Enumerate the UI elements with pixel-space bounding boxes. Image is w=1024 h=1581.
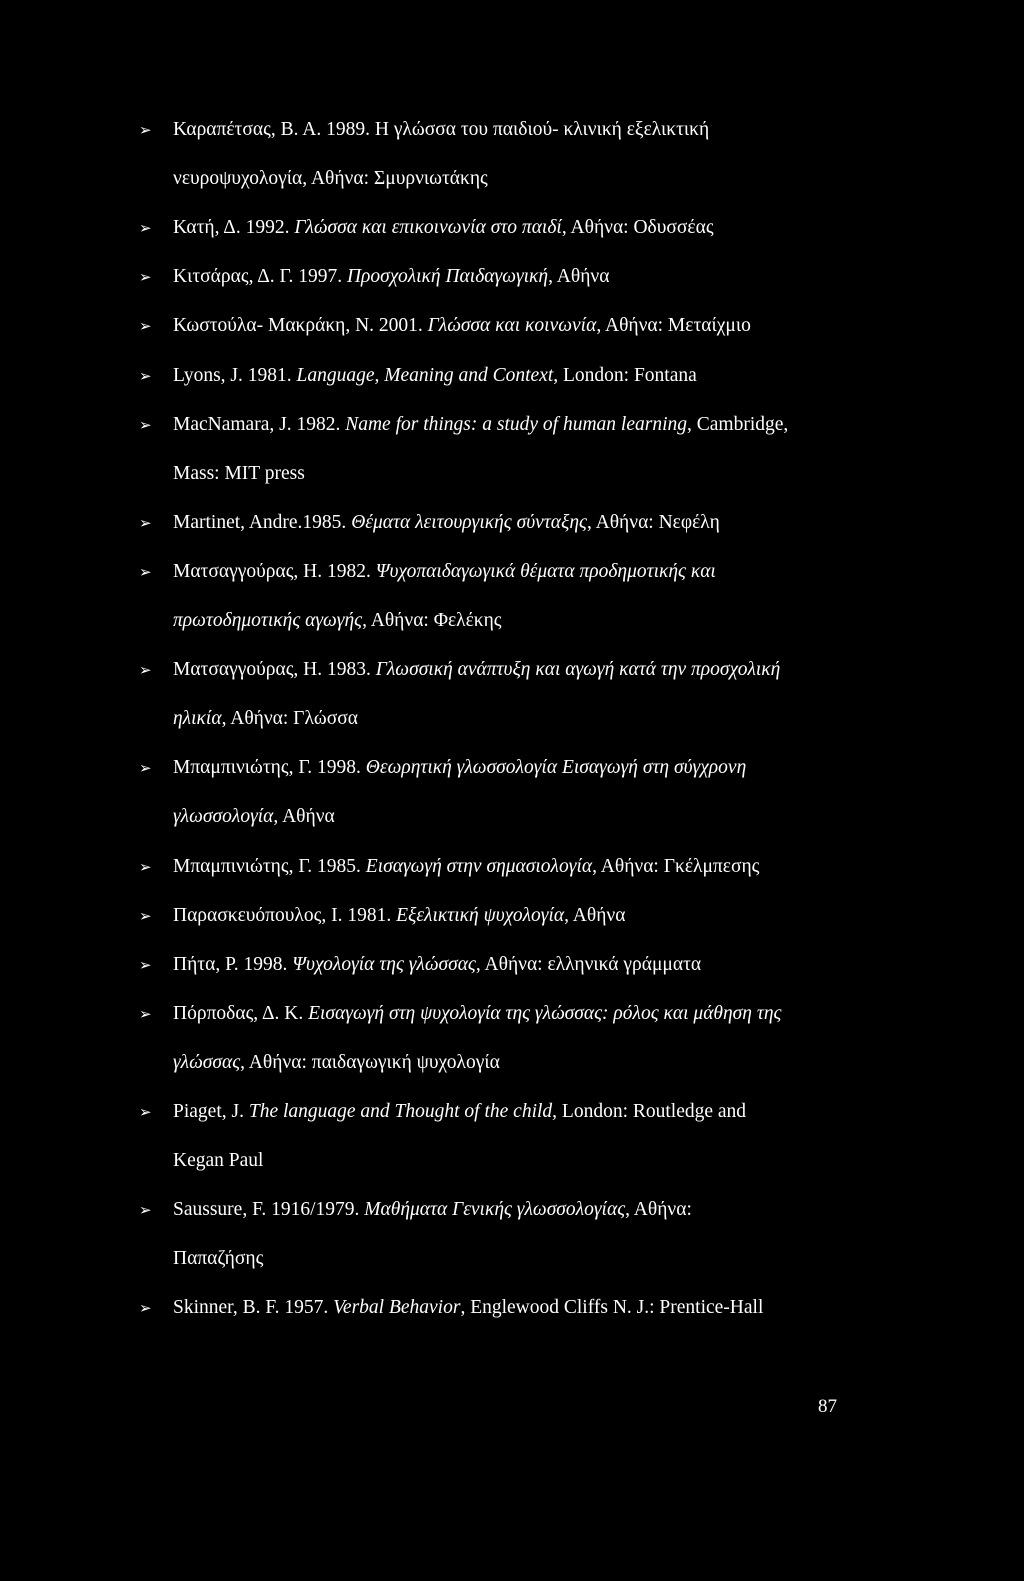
- arrow-bullet-icon: ➢: [139, 1004, 152, 1023]
- reference-title: The language and Thought of the child: [248, 1101, 553, 1122]
- reference-text: , Englewood Cliffs N. J.: Prentice-Hall: [460, 1297, 764, 1319]
- reference-title: Προσχολική Παιδαγωγική: [346, 266, 549, 288]
- reference-title: ηλικία: [173, 708, 222, 730]
- reference-line: [173, 707, 358, 731]
- reference-text: νευροψυχολογία, Αθήνα: Σμυρνιωτάκης: [173, 168, 488, 190]
- reference-line: [173, 658, 780, 682]
- reference-title: Name for things: a study of human learning: [345, 413, 687, 435]
- arrow-bullet-icon: ➢: [139, 562, 152, 581]
- reference-text: , Αθήνα: [548, 266, 610, 288]
- arrow-bullet-icon: ➢: [139, 1299, 152, 1318]
- reference-line: [173, 364, 697, 388]
- reference-text: Πόρποδας, Δ. Κ.: [173, 1002, 309, 1024]
- reference-text: Kegan Paul: [173, 1150, 264, 1172]
- reference-title: Θεωρητική γλωσσολογία Εισαγωγή στη σύγχρονη: [365, 757, 747, 779]
- arrow-bullet-icon: ➢: [139, 906, 152, 925]
- arrow-bullet-icon: ➢: [139, 1201, 152, 1220]
- reference-text: , Αθήνα:: [625, 1199, 692, 1221]
- reference-text: , Αθήνα: [564, 904, 626, 926]
- reference-title: Language, Meaning and Context: [296, 364, 554, 386]
- reference-text: Saussure, F. 1916/1979.: [173, 1199, 365, 1221]
- reference-title: γλωσσολογία: [173, 806, 274, 828]
- arrow-bullet-icon: ➢: [139, 955, 152, 974]
- reference-line: [173, 413, 788, 437]
- reference-line: [173, 560, 716, 584]
- arrow-bullet-icon: ➢: [139, 268, 152, 287]
- reference-title: Θέματα λειτουργικής σύνταξης: [351, 511, 587, 533]
- page-number: 87: [818, 1396, 837, 1417]
- reference-line: [173, 1198, 692, 1222]
- reference-title: Ψυχοπαιδαγωγικά θέματα προδημοτικής και: [375, 560, 716, 582]
- reference-line: [173, 904, 625, 928]
- reference-title: Εισαγωγή στην σημασιολογία: [365, 855, 593, 877]
- reference-text: , Cambridge,: [687, 413, 789, 435]
- reference-title: Γλώσσα και κοινωνία: [427, 315, 597, 337]
- reference-line: [173, 855, 759, 879]
- reference-text: Κιτσάρας, Δ. Γ. 1997.: [173, 266, 347, 288]
- reference-text: Παρασκευόπουλος, Ι. 1981.: [173, 904, 397, 926]
- reference-text: Παπαζήσης: [173, 1248, 264, 1270]
- reference-title: Γλωσσική ανάπτυξη και αγωγή κατά την προσχολική: [375, 659, 781, 681]
- reference-text: Skinner, B. F. 1957.: [173, 1297, 334, 1319]
- reference-text: MacNamara, J. 1982.: [173, 413, 346, 435]
- reference-title: γλώσσας: [173, 1051, 241, 1073]
- reference-text: , Αθήνα: Γκέλμπεσης: [592, 855, 760, 877]
- reference-line: [173, 953, 701, 977]
- arrow-bullet-icon: ➢: [139, 366, 152, 385]
- arrow-bullet-icon: ➢: [139, 759, 152, 778]
- reference-text: Καραπέτσας, Β. Α. 1989. Η γλώσσα του παιδιού- κλινική εξελικτική: [173, 119, 710, 140]
- reference-text: , Αθήνα: Φελέκης: [362, 610, 502, 631]
- arrow-bullet-icon: ➢: [139, 121, 152, 139]
- reference-text: , London: Routledge and: [552, 1101, 747, 1122]
- reference-title: Ψυχολογία της γλώσσας: [292, 953, 476, 975]
- reference-line: [173, 1149, 263, 1173]
- reference-text: Martinet, Andre.1985.: [173, 511, 352, 533]
- reference-line: [173, 805, 335, 829]
- reference-line: [173, 314, 751, 338]
- reference-text: , Αθήνα: Μεταίχμιο: [596, 315, 751, 337]
- reference-line: [173, 216, 714, 240]
- reference-text: Ματσαγγούρας, Η. 1983.: [173, 659, 376, 681]
- reference-line: [173, 462, 305, 486]
- reference-text: Κωστούλα- Μακράκη, Ν. 2001.: [173, 315, 428, 337]
- reference-title: Μαθήματα Γενικής γλωσσολογίας: [364, 1199, 626, 1221]
- reference-text: Mass: MIT press: [173, 462, 305, 484]
- reference-line: [173, 1100, 746, 1124]
- arrow-bullet-icon: ➢: [139, 1103, 152, 1121]
- reference-line: [173, 511, 720, 535]
- reference-text: , London: Fontana: [553, 364, 697, 386]
- reference-text: Μπαμπινιώτης, Γ. 1985.: [173, 855, 366, 877]
- reference-line: [173, 1296, 763, 1320]
- reference-text: Ματσαγγούρας, Η. 1982.: [173, 560, 376, 582]
- reference-title: Εισαγωγή στη ψυχολογία της γλώσσας: ρόλος και μάθηση της: [308, 1002, 782, 1024]
- reference-text: , Αθήνα: ελληνικά γράμματα: [475, 953, 702, 975]
- arrow-bullet-icon: ➢: [139, 513, 152, 532]
- reference-line: [173, 609, 502, 633]
- reference-line: [173, 1247, 263, 1271]
- reference-line: [173, 167, 488, 191]
- reference-text: , Αθήνα: Γλώσσα: [221, 708, 358, 730]
- arrow-bullet-icon: ➢: [139, 415, 152, 434]
- arrow-bullet-icon: ➢: [139, 317, 152, 336]
- reference-text: Piaget, J.: [173, 1101, 249, 1122]
- reference-title: Εξελικτική ψυχολογία: [396, 904, 565, 926]
- reference-text: Πήτα, Ρ. 1998.: [173, 953, 293, 975]
- reference-line: [173, 1002, 781, 1026]
- reference-title: Γλώσσα και επικοινωνία στο παιδί: [294, 217, 562, 239]
- reference-title: πρωτοδημοτικής αγωγής: [173, 610, 363, 631]
- arrow-bullet-icon: ➢: [139, 661, 152, 680]
- reference-text: Κατή, Δ. 1992.: [173, 217, 295, 239]
- arrow-bullet-icon: ➢: [139, 219, 152, 238]
- reference-line: [173, 265, 609, 289]
- reference-text: Lyons, J. 1981.: [173, 364, 297, 386]
- reference-text: , Αθήνα: Οδυσσέας: [561, 217, 714, 239]
- reference-line: [173, 1051, 500, 1075]
- reference-text: , Αθήνα: [273, 806, 335, 828]
- reference-text: Μπαμπινιώτης, Γ. 1998.: [173, 757, 366, 779]
- reference-line: [173, 756, 746, 780]
- reference-title: Verbal Behavior: [333, 1297, 461, 1319]
- reference-text: , Αθήνα: παιδαγωγική ψυχολογία: [240, 1051, 500, 1073]
- arrow-bullet-icon: ➢: [139, 857, 152, 876]
- reference-text: , Αθήνα: Νεφέλη: [586, 511, 720, 533]
- reference-line: [173, 118, 709, 142]
